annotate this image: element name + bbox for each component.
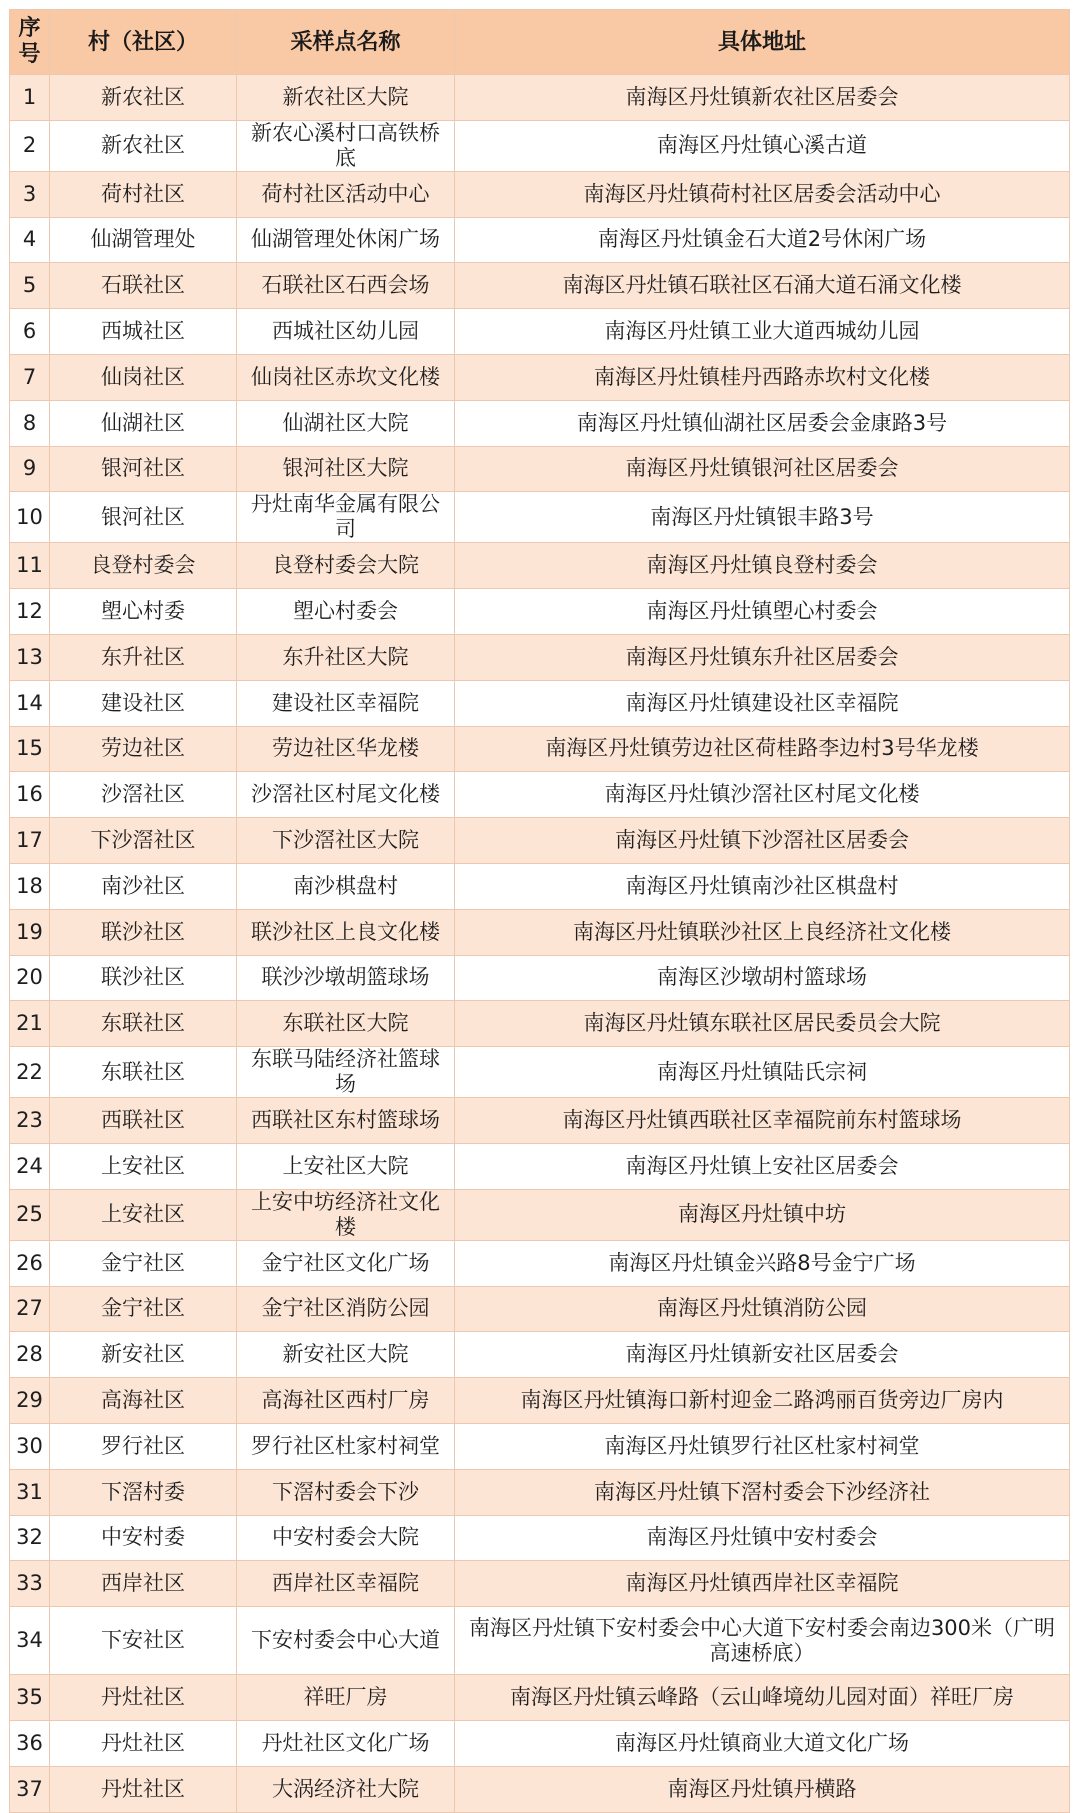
cell-site: 中安村委会大院 — [237, 1515, 455, 1561]
cell-address: 南海区丹灶镇陆氏宗祠 — [455, 1047, 1070, 1098]
table-row — [10, 1675, 1070, 1721]
cell-seq: 31 — [10, 1469, 50, 1515]
cell-site: 上安社区大院 — [237, 1143, 455, 1189]
table-row — [10, 1378, 1070, 1424]
cell-seq: 22 — [10, 1047, 50, 1098]
cell-village: 上安社区 — [50, 1143, 237, 1189]
cell-address: 南海区丹灶镇塱心村委会 — [455, 589, 1070, 635]
cell-site: 良登村委会大院 — [237, 543, 455, 589]
cell-site: 银河社区大院 — [237, 446, 455, 492]
cell-village: 仙湖社区 — [50, 400, 237, 446]
header-site: 采样点名称 — [237, 10, 455, 75]
cell-address: 南海区丹灶镇消防公园 — [455, 1286, 1070, 1332]
table-row — [10, 543, 1070, 589]
table-row — [10, 726, 1070, 772]
cell-seq: 28 — [10, 1332, 50, 1378]
cell-village: 南沙社区 — [50, 863, 237, 909]
table-row — [10, 1423, 1070, 1469]
cell-address: 南海区丹灶镇云峰路（云山峰境幼儿园对面）祥旺厂房 — [455, 1675, 1070, 1721]
cell-site: 下滘村委会下沙 — [237, 1469, 455, 1515]
header-village: 村（社区） — [50, 10, 237, 75]
cell-site: 联沙社区上良文化楼 — [237, 909, 455, 955]
table-row — [10, 1515, 1070, 1561]
cell-seq: 7 — [10, 354, 50, 400]
table-row — [10, 1240, 1070, 1286]
table-row — [10, 1001, 1070, 1047]
table-row — [10, 1469, 1070, 1515]
header-address: 具体地址 — [455, 10, 1070, 75]
cell-seq: 24 — [10, 1143, 50, 1189]
cell-seq: 26 — [10, 1240, 50, 1286]
cell-site: 仙岗社区赤坎文化楼 — [237, 354, 455, 400]
cell-seq: 9 — [10, 446, 50, 492]
table-body — [10, 75, 1070, 1813]
table-row — [10, 818, 1070, 864]
cell-site: 金宁社区文化广场 — [237, 1240, 455, 1286]
table-row — [10, 863, 1070, 909]
table-row — [10, 1047, 1070, 1098]
cell-site: 金宁社区消防公园 — [237, 1286, 455, 1332]
cell-address: 南海区丹灶镇银河社区居委会 — [455, 446, 1070, 492]
cell-village: 西城社区 — [50, 309, 237, 355]
cell-site: 西城社区幼儿园 — [237, 309, 455, 355]
header-seq-line2: 号 — [18, 42, 41, 67]
sampling-points-table — [9, 9, 1070, 1813]
table-row — [10, 263, 1070, 309]
table-header-row — [10, 10, 1070, 75]
cell-site: 西岸社区幸福院 — [237, 1561, 455, 1607]
table-row — [10, 1720, 1070, 1766]
header-seq — [10, 10, 50, 75]
cell-village: 丹灶社区 — [50, 1720, 237, 1766]
cell-seq: 15 — [10, 726, 50, 772]
cell-site: 建设社区幸福院 — [237, 680, 455, 726]
table-row — [10, 492, 1070, 543]
cell-address: 南海区沙墩胡村篮球场 — [455, 955, 1070, 1001]
cell-address: 南海区丹灶镇罗行社区杜家村祠堂 — [455, 1423, 1070, 1469]
cell-village: 东联社区 — [50, 1001, 237, 1047]
cell-village: 金宁社区 — [50, 1240, 237, 1286]
table-row — [10, 1561, 1070, 1607]
cell-seq: 2 — [10, 120, 50, 171]
cell-seq: 25 — [10, 1189, 50, 1240]
cell-site: 上安中坊经济社文化楼 — [237, 1189, 455, 1240]
table-row — [10, 309, 1070, 355]
cell-site: 沙滘社区村尾文化楼 — [237, 772, 455, 818]
cell-village: 银河社区 — [50, 492, 237, 543]
cell-address: 南海区丹灶镇商业大道文化广场 — [455, 1720, 1070, 1766]
cell-address: 南海区丹灶镇南沙社区棋盘村 — [455, 863, 1070, 909]
cell-address: 南海区丹灶镇金兴路8号金宁广场 — [455, 1240, 1070, 1286]
cell-site: 新农社区大院 — [237, 75, 455, 121]
cell-address: 南海区丹灶镇东联社区居民委员会大院 — [455, 1001, 1070, 1047]
cell-seq: 32 — [10, 1515, 50, 1561]
cell-village: 荷村社区 — [50, 171, 237, 217]
cell-address: 南海区丹灶镇桂丹西路赤坎村文化楼 — [455, 354, 1070, 400]
table-row — [10, 589, 1070, 635]
cell-site: 高海社区西村厂房 — [237, 1378, 455, 1424]
cell-seq: 20 — [10, 955, 50, 1001]
cell-village: 仙岗社区 — [50, 354, 237, 400]
cell-seq: 27 — [10, 1286, 50, 1332]
cell-seq: 36 — [10, 1720, 50, 1766]
cell-address: 南海区丹灶镇下沙滘社区居委会 — [455, 818, 1070, 864]
cell-seq: 34 — [10, 1607, 50, 1675]
cell-seq: 29 — [10, 1378, 50, 1424]
cell-seq: 14 — [10, 680, 50, 726]
cell-site: 东升社区大院 — [237, 634, 455, 680]
cell-site: 大涡经济社大院 — [237, 1766, 455, 1812]
cell-village: 中安村委 — [50, 1515, 237, 1561]
cell-seq: 11 — [10, 543, 50, 589]
cell-seq: 4 — [10, 217, 50, 263]
cell-seq: 13 — [10, 634, 50, 680]
cell-village: 沙滘社区 — [50, 772, 237, 818]
cell-address: 南海区丹灶镇新农社区居委会 — [455, 75, 1070, 121]
cell-address: 南海区丹灶镇海口新村迎金二路鸿丽百货旁边厂房内 — [455, 1378, 1070, 1424]
cell-seq: 6 — [10, 309, 50, 355]
cell-site: 东联社区大院 — [237, 1001, 455, 1047]
cell-seq: 16 — [10, 772, 50, 818]
cell-village: 东联社区 — [50, 1047, 237, 1098]
cell-address: 南海区丹灶镇新安社区居委会 — [455, 1332, 1070, 1378]
cell-address: 南海区丹灶镇下安村委会中心大道下安村委会南边300米（广明高速桥底） — [455, 1607, 1070, 1675]
cell-village: 良登村委会 — [50, 543, 237, 589]
cell-address: 南海区丹灶镇中坊 — [455, 1189, 1070, 1240]
cell-site: 罗行社区杜家村祠堂 — [237, 1423, 455, 1469]
cell-site: 石联社区石西会场 — [237, 263, 455, 309]
cell-seq: 35 — [10, 1675, 50, 1721]
cell-address: 南海区丹灶镇西联社区幸福院前东村篮球场 — [455, 1098, 1070, 1144]
cell-village: 新农社区 — [50, 75, 237, 121]
cell-village: 东升社区 — [50, 634, 237, 680]
cell-village: 仙湖管理处 — [50, 217, 237, 263]
cell-seq: 10 — [10, 492, 50, 543]
cell-seq: 5 — [10, 263, 50, 309]
cell-seq: 17 — [10, 818, 50, 864]
cell-site: 西联社区东村篮球场 — [237, 1098, 455, 1144]
cell-village: 丹灶社区 — [50, 1766, 237, 1812]
cell-site: 南沙棋盘村 — [237, 863, 455, 909]
table-row — [10, 1143, 1070, 1189]
cell-site: 祥旺厂房 — [237, 1675, 455, 1721]
cell-seq: 30 — [10, 1423, 50, 1469]
cell-site: 仙湖社区大院 — [237, 400, 455, 446]
cell-village: 下沙滘社区 — [50, 818, 237, 864]
cell-address: 南海区丹灶镇仙湖社区居委会金康路3号 — [455, 400, 1070, 446]
table-row — [10, 171, 1070, 217]
cell-village: 建设社区 — [50, 680, 237, 726]
table-row — [10, 772, 1070, 818]
cell-village: 高海社区 — [50, 1378, 237, 1424]
table-row — [10, 446, 1070, 492]
cell-village: 塱心村委 — [50, 589, 237, 635]
table-row — [10, 120, 1070, 171]
cell-seq: 23 — [10, 1098, 50, 1144]
cell-seq: 19 — [10, 909, 50, 955]
table-row — [10, 909, 1070, 955]
cell-site: 联沙沙墩胡篮球场 — [237, 955, 455, 1001]
table-row — [10, 1766, 1070, 1812]
cell-seq: 37 — [10, 1766, 50, 1812]
table-row — [10, 1286, 1070, 1332]
cell-seq: 8 — [10, 400, 50, 446]
cell-village: 下滘村委 — [50, 1469, 237, 1515]
cell-address: 南海区丹灶镇建设社区幸福院 — [455, 680, 1070, 726]
cell-address: 南海区丹灶镇石联社区石涌大道石涌文化楼 — [455, 263, 1070, 309]
cell-seq: 18 — [10, 863, 50, 909]
table-row — [10, 1098, 1070, 1144]
cell-seq: 12 — [10, 589, 50, 635]
cell-site: 新农心溪村口高铁桥底 — [237, 120, 455, 171]
cell-address: 南海区丹灶镇下滘村委会下沙经济社 — [455, 1469, 1070, 1515]
cell-site: 下安村委会中心大道 — [237, 1607, 455, 1675]
cell-address: 南海区丹灶镇劳边社区荷桂路李边村3号华龙楼 — [455, 726, 1070, 772]
cell-address: 南海区丹灶镇联沙社区上良经济社文化楼 — [455, 909, 1070, 955]
header-seq-line1: 序 — [18, 16, 41, 41]
table-row — [10, 75, 1070, 121]
table-row — [10, 955, 1070, 1001]
table-row — [10, 634, 1070, 680]
cell-site: 塱心村委会 — [237, 589, 455, 635]
cell-address: 南海区丹灶镇金石大道2号休闲广场 — [455, 217, 1070, 263]
cell-village: 西联社区 — [50, 1098, 237, 1144]
cell-village: 银河社区 — [50, 446, 237, 492]
cell-site: 荷村社区活动中心 — [237, 171, 455, 217]
cell-seq: 33 — [10, 1561, 50, 1607]
cell-site: 丹灶社区文化广场 — [237, 1720, 455, 1766]
cell-address: 南海区丹灶镇心溪古道 — [455, 120, 1070, 171]
cell-address: 南海区丹灶镇中安村委会 — [455, 1515, 1070, 1561]
table-row — [10, 1189, 1070, 1240]
cell-address: 南海区丹灶镇上安社区居委会 — [455, 1143, 1070, 1189]
cell-village: 石联社区 — [50, 263, 237, 309]
cell-address: 南海区丹灶镇银丰路3号 — [455, 492, 1070, 543]
cell-site: 下沙滘社区大院 — [237, 818, 455, 864]
cell-village: 上安社区 — [50, 1189, 237, 1240]
table-row — [10, 217, 1070, 263]
cell-village: 联沙社区 — [50, 909, 237, 955]
table-row — [10, 1607, 1070, 1675]
cell-address: 南海区丹灶镇沙滘社区村尾文化楼 — [455, 772, 1070, 818]
cell-site: 东联马陆经济社篮球场 — [237, 1047, 455, 1098]
cell-site: 丹灶南华金属有限公司 — [237, 492, 455, 543]
table-row — [10, 400, 1070, 446]
cell-seq: 1 — [10, 75, 50, 121]
table-row — [10, 354, 1070, 400]
table-row — [10, 1332, 1070, 1378]
cell-seq: 21 — [10, 1001, 50, 1047]
cell-site: 劳边社区华龙楼 — [237, 726, 455, 772]
table-row — [10, 680, 1070, 726]
cell-village: 新农社区 — [50, 120, 237, 171]
cell-site: 仙湖管理处休闲广场 — [237, 217, 455, 263]
cell-seq: 3 — [10, 171, 50, 217]
cell-address: 南海区丹灶镇良登村委会 — [455, 543, 1070, 589]
cell-village: 金宁社区 — [50, 1286, 237, 1332]
cell-village: 劳边社区 — [50, 726, 237, 772]
cell-village: 丹灶社区 — [50, 1675, 237, 1721]
cell-site: 新安社区大院 — [237, 1332, 455, 1378]
cell-village: 下安社区 — [50, 1607, 237, 1675]
cell-address: 南海区丹灶镇西岸社区幸福院 — [455, 1561, 1070, 1607]
cell-address: 南海区丹灶镇东升社区居委会 — [455, 634, 1070, 680]
cell-village: 罗行社区 — [50, 1423, 237, 1469]
cell-village: 新安社区 — [50, 1332, 237, 1378]
cell-address: 南海区丹灶镇工业大道西城幼儿园 — [455, 309, 1070, 355]
cell-address: 南海区丹灶镇荷村社区居委会活动中心 — [455, 171, 1070, 217]
cell-village: 西岸社区 — [50, 1561, 237, 1607]
cell-village: 联沙社区 — [50, 955, 237, 1001]
cell-address: 南海区丹灶镇丹横路 — [455, 1766, 1070, 1812]
